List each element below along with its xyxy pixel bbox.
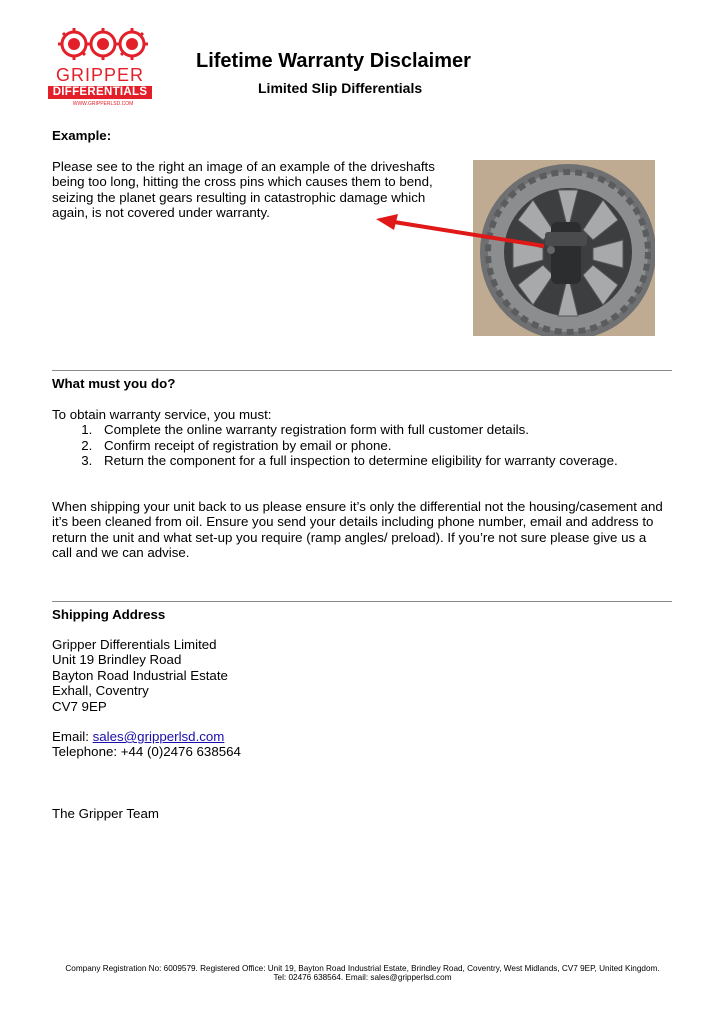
- example-line: Please see to the right an image of an example of the driveshafts: [52, 159, 435, 174]
- warranty-intro: To obtain warranty service, you must:: [52, 407, 272, 422]
- section-divider: [52, 601, 672, 602]
- address-line: Gripper Differentials Limited: [52, 637, 217, 652]
- page-title: Lifetime Warranty Disclaimer: [196, 50, 471, 72]
- footer: [40, 964, 685, 982]
- shipping-note-line: it’s been cleaned from oil. Ensure you send your details including phone number, email and address to: [52, 514, 654, 530]
- example-line: seizing the planet gears resulting in catastrophic damage which: [52, 189, 426, 205]
- contact-block: [52, 729, 452, 760]
- email-link[interactable]: sales@gripperlsd.com: [92, 729, 225, 744]
- address-line: Unit 19 Brindley Road: [52, 652, 182, 668]
- page-subtitle: Limited Slip Differentials: [258, 80, 423, 96]
- what-must-you-do-heading: What must you do?: [52, 376, 176, 391]
- shipping-note-line: When shipping your unit back to us please ensure it’s only the differential not the housing/casement and: [52, 499, 663, 514]
- shipping-note-line: return the unit and what set-up you require (ramp angles/ preload). If you’re not sure please give us a: [52, 529, 647, 545]
- address-line: CV7 9EP: [52, 698, 107, 714]
- logo-wordmark-differentials: DIFFERENTIALS: [48, 86, 152, 99]
- list-item: 2. Confirm receipt of registration by email or phone.: [96, 438, 682, 453]
- email-label: Email:: [52, 729, 93, 744]
- example-heading: Example:: [52, 128, 112, 143]
- warranty-steps-list: [52, 422, 682, 468]
- shipping-note: [52, 499, 692, 561]
- shipping-address-heading: Shipping Address: [52, 607, 166, 622]
- telephone: Telephone: +44 (0)2476 638564: [52, 744, 241, 760]
- shipping-address: [52, 637, 452, 714]
- email-row: [52, 729, 452, 744]
- example-line: being too long, hitting the cross pins which causes them to bend,: [52, 174, 433, 190]
- example-line: again, is not covered under warranty.: [52, 205, 270, 221]
- list-item: 1. Complete the online warranty registration form with full customer details.: [96, 422, 682, 437]
- footer-registration: Company Registration No: 6009579. Registered Office: Unit 19, Bayton Road Industrial Estate, Brindley Road, Coventry, West Midlands, CV7 9EP, United Kingdom.: [65, 964, 660, 973]
- signoff: The Gripper Team: [52, 806, 159, 821]
- shipping-note-line: call and we can advise.: [52, 545, 190, 561]
- address-line: Bayton Road Industrial Estate: [52, 667, 228, 683]
- warranty-steps-block: [52, 407, 682, 469]
- logo-wordmark-gripper: GRIPPER: [55, 65, 145, 85]
- list-item: 3. Return the component for a full inspection to determine eligibility for warranty coverage.: [96, 453, 682, 468]
- footer-contact: Tel: 02476 638564. Email: sales@gripperlsd.com: [273, 973, 452, 982]
- pointer-arrow-icon: [372, 212, 552, 252]
- section-divider: [52, 370, 672, 371]
- logo-url: WWW.GRIPPERLSD.COM: [72, 101, 134, 107]
- address-line: Exhall, Coventry: [52, 683, 149, 699]
